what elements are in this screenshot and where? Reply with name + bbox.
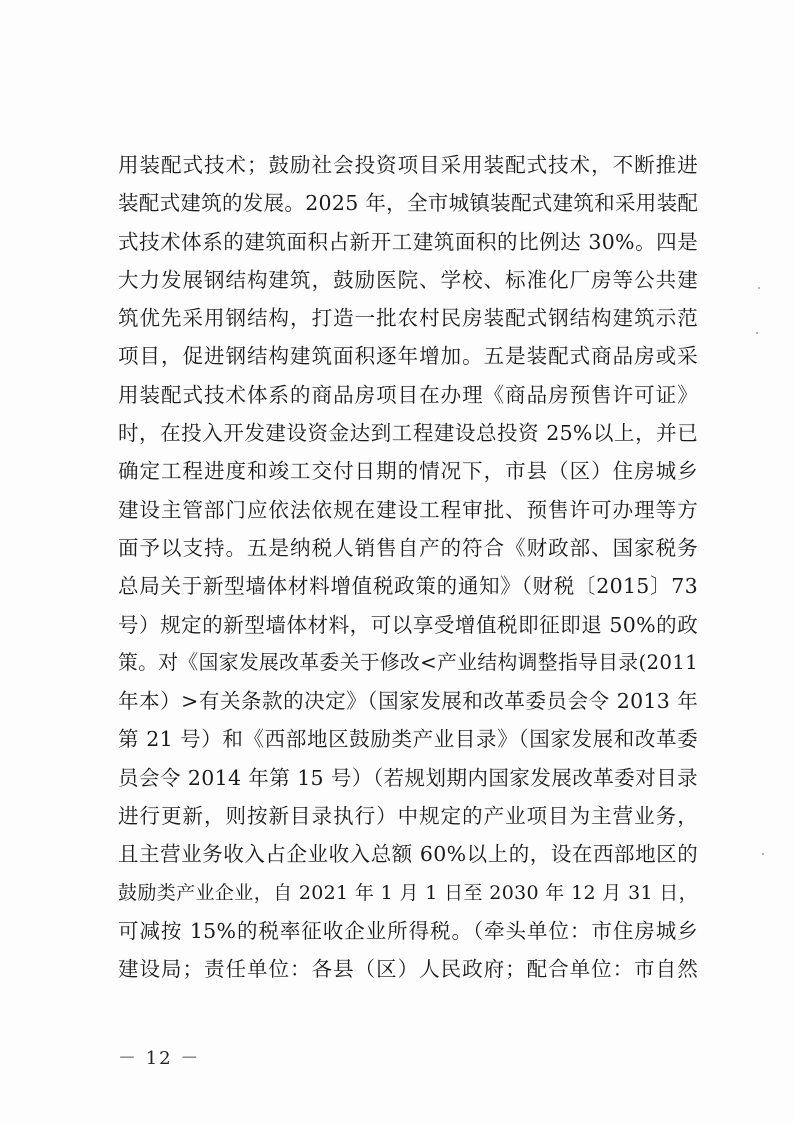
text-line: 确定工程进度和竣工交付日期的情况下，市县（区）住房城乡 bbox=[118, 459, 698, 484]
scan-speck bbox=[762, 853, 764, 855]
text-line: 用装配式技术；鼓励社会投资项目采用装配式技术，不断推进 bbox=[118, 153, 698, 177]
body-text bbox=[118, 146, 698, 989]
text-line: 策。对《国家发展改革委关于修改<产业结构调整指导目录(2011 bbox=[118, 650, 698, 674]
text-line: 用装配式技术体系的商品房项目在办理《商品房预售许可证》 bbox=[118, 382, 698, 407]
scan-speck bbox=[756, 332, 758, 334]
text-line: 员会令 2014 年第 15 号）（若规划期内国家发展改革委对目录 bbox=[118, 765, 698, 790]
text-line: 装配式建筑的发展。2025 年，全市城镇装配式建筑和采用装配 bbox=[118, 191, 699, 216]
text-line: 总局关于新型墙体材料增值税政策的通知》（财税〔2015〕73 bbox=[118, 574, 698, 599]
text-line: 第 21 号）和《西部地区鼓励类产业目录》（国家发展和改革委 bbox=[118, 727, 698, 752]
text-line: 面予以支持。五是纳税人销售自产的符合《财政部、国家税务 bbox=[118, 535, 698, 560]
text-line: 式技术体系的建筑面积占新开工建筑面积的比例达 30%。四是 bbox=[118, 229, 698, 254]
text-line: 时，在投入开发建设资金达到工程建设总投资 25%以上，并已 bbox=[118, 421, 698, 446]
text-line: 可减按 15%的税率征收企业所得税。（牵头单位：市住房城乡 bbox=[118, 918, 698, 943]
text-line: 建设局；责任单位：各县（区）人民政府；配合单位：市自然 bbox=[118, 957, 698, 982]
page-number: － 12 － bbox=[118, 1048, 201, 1069]
text-line: 大力发展钢结构建筑，鼓励医院、学校、标准化厂房等公共建 bbox=[118, 267, 698, 292]
scan-speck bbox=[758, 287, 760, 289]
text-line: 且主营业务收入占企业收入总额 60%以上的，设在西部地区的 bbox=[118, 842, 698, 867]
text-line: 鼓励类产业企业，自 2021 年 1 月 1 日至 2030 年 12 月 31 日， bbox=[118, 881, 698, 904]
text-line: 筑优先采用钢结构，打造一批农村民房装配式钢结构建筑示范 bbox=[118, 306, 698, 331]
text-line: 进行更新，则按新目录执行）中规定的产业项目为主营业务， bbox=[118, 804, 698, 829]
text-line: 项目，促进钢结构建筑面积逐年增加。五是装配式商品房或采 bbox=[118, 344, 698, 369]
text-line: 号）规定的新型墙体材料，可以享受增值税即征即退 50%的政 bbox=[118, 612, 698, 637]
text-line: 年本）>有关条款的决定》（国家发展和改革委员会令 2013 年 bbox=[118, 689, 698, 714]
text-line: 建设主管部门应依法依规在建设工程审批、预售许可办理等方 bbox=[118, 497, 698, 522]
